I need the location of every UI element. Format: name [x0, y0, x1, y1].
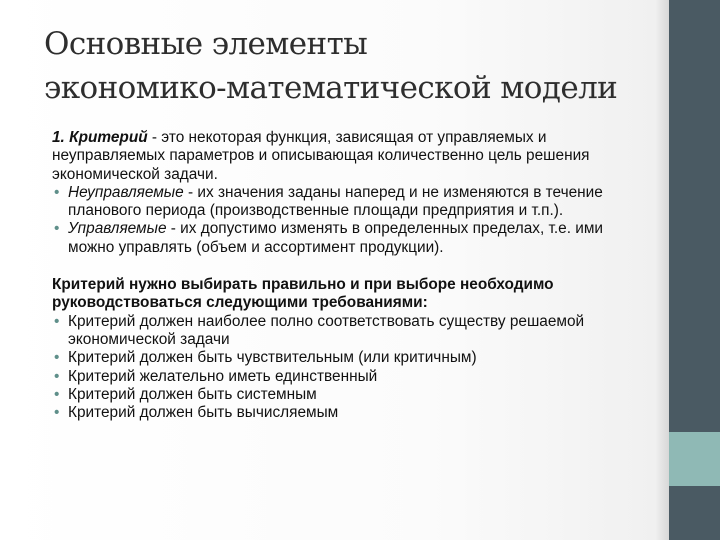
- requirement-text: Критерий желательно иметь единственный: [68, 367, 378, 385]
- bullet-icon: •: [54, 404, 60, 422]
- slide-content: [52, 129, 652, 422]
- requirement-item: [52, 404, 652, 422]
- requirement-text: Критерий должен наиболее полно соответствовать существу решаемой экономической задачи: [68, 312, 585, 348]
- bullet-icon: •: [54, 220, 60, 238]
- slide-edge-shadow: [655, 0, 669, 540]
- requirement-item: [52, 386, 652, 404]
- requirement-text: Критерий должен быть вычисляемым: [68, 404, 339, 422]
- requirement-item: [52, 313, 652, 350]
- parameter-item-uncontrolled: [52, 184, 652, 221]
- bullet-icon: •: [54, 349, 60, 367]
- title-line-2: экономико-математической модели: [44, 70, 618, 106]
- criterion-definition-text: - это некоторая функция, зависящая от управляемых и неуправляемых параметров и описывающая количественно цель решения экономической задачи.: [52, 129, 590, 183]
- requirement-text: Критерий должен быть чувствительным (или критичным): [68, 349, 477, 367]
- parameter-text: - их допустимо изменять в определенных пределах, т.е. ими можно управлять (объем и ассортимент продукции).: [68, 220, 604, 256]
- criterion-definition: [52, 129, 652, 184]
- section-gap: [52, 257, 652, 276]
- requirement-text: Критерий должен быть системным: [68, 385, 317, 403]
- parameter-text: - их значения заданы наперед и не изменяются в течение планового периода (производственные площади предприятия и т.п.).: [68, 183, 603, 220]
- title-line-1: Основные элементы: [44, 26, 368, 62]
- bullet-icon: •: [54, 385, 60, 403]
- bullet-icon: •: [54, 367, 60, 385]
- bullet-icon: •: [54, 312, 60, 330]
- requirements-heading: Критерий нужно выбирать правильно и при выборе необходимо руководствоваться следующими требованиями:: [52, 276, 554, 312]
- slide-title: [44, 22, 654, 110]
- parameter-term: Неуправляемые: [68, 183, 184, 201]
- requirement-item: [52, 368, 652, 386]
- parameter-item-controlled: [52, 220, 652, 257]
- bullet-icon: •: [54, 183, 60, 201]
- criterion-term: 1. Критерий: [52, 129, 148, 146]
- requirement-item: [52, 349, 652, 367]
- right-accent-block: [669, 432, 720, 486]
- parameter-term: Управляемые: [68, 220, 167, 238]
